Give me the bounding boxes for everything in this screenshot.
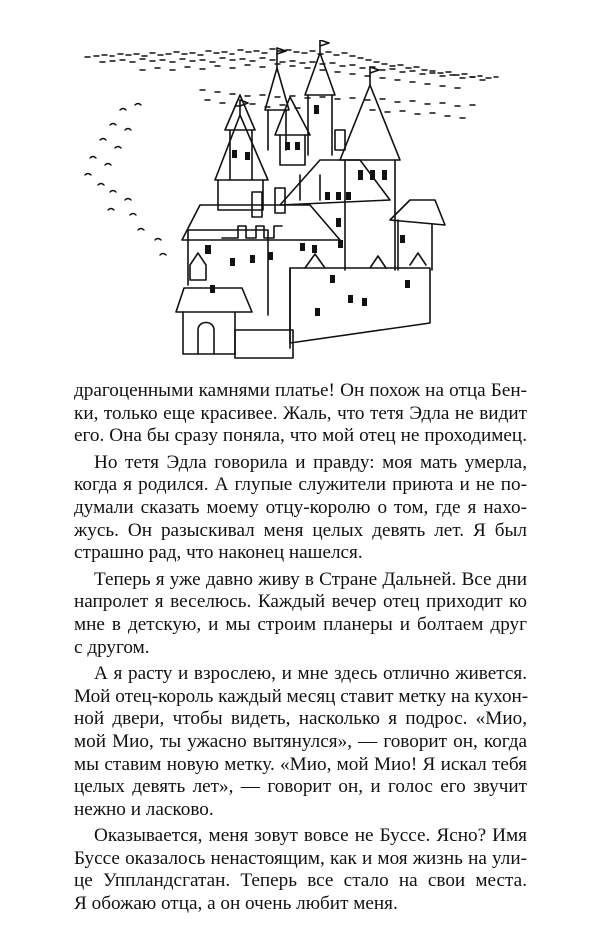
castle-illustration: [80, 40, 520, 370]
text-line: Мой отец-король каждый месяц ставит метку на кухон-: [74, 685, 529, 707]
text-line: его. Она бы сразу поняла, что мой отец не проходимец.: [74, 425, 527, 447]
paragraph-5: [74, 825, 527, 915]
text-line: Но тетя Эдла говорила и правду: моя мать умерла,: [94, 451, 527, 473]
text-line: Теперь я уже давно живу в Стране Дальней. Все дни: [94, 568, 527, 590]
paragraph-3: [74, 569, 527, 659]
text-line: А я расту и взрослею, и мне здесь отлично живется.: [94, 663, 527, 685]
text-line: Буссе оказалось ненастоящим, как и моя жизнь на ули-: [74, 847, 527, 869]
text-line: мой Мио, ты ужасно вытянулся», — говорит он, когда: [74, 730, 527, 752]
text-line: це Уппландсгатан. Теперь все стало на свои места.: [74, 870, 527, 892]
body-text: [74, 380, 527, 916]
text-line: мне в детскую, и мы строим планеры и болтаем друг: [74, 613, 527, 635]
text-line: нежно и ласково.: [74, 798, 214, 820]
text-line: с другом.: [74, 636, 150, 658]
text-line: жусь. Он разыскивал меня целых девять лет. Я был: [74, 519, 527, 541]
text-line: Оказывается, меня зовут вовсе не Буссе. Ясно? Имя: [94, 825, 527, 847]
text-line: Я обожаю отца, а он очень любит меня.: [74, 893, 398, 915]
text-line: страшно рад, что наконец нашелся.: [74, 542, 363, 564]
text-line: ной двери, чтобы видеть, насколько я подрос. «Мио,: [74, 708, 527, 730]
text-line: думали сказать моему отцу-королю о том, где я нахо-: [74, 496, 527, 518]
text-line: драгоценными камнями платье! Он похож на отца Бен-: [74, 380, 527, 401]
text-line: ки, только еще красивее. Жаль, что тетя Эдла не видит: [74, 402, 527, 424]
castle-icon: [176, 40, 445, 358]
paragraph-1: [74, 380, 527, 448]
paragraph-4: [74, 663, 527, 821]
text-line: когда я родился. А глупые служители приюта и не по-: [74, 474, 527, 496]
text-line: напролет я веселюсь. Каждый вечер отец приходит ко: [74, 591, 527, 613]
text-line: мы ставим новую метку. «Мио, мой Мио! Я искал тебя: [74, 753, 527, 775]
text-line: целых девять лет», — говорит он, и голос его звучит: [74, 776, 527, 798]
paragraph-2: [74, 452, 527, 565]
